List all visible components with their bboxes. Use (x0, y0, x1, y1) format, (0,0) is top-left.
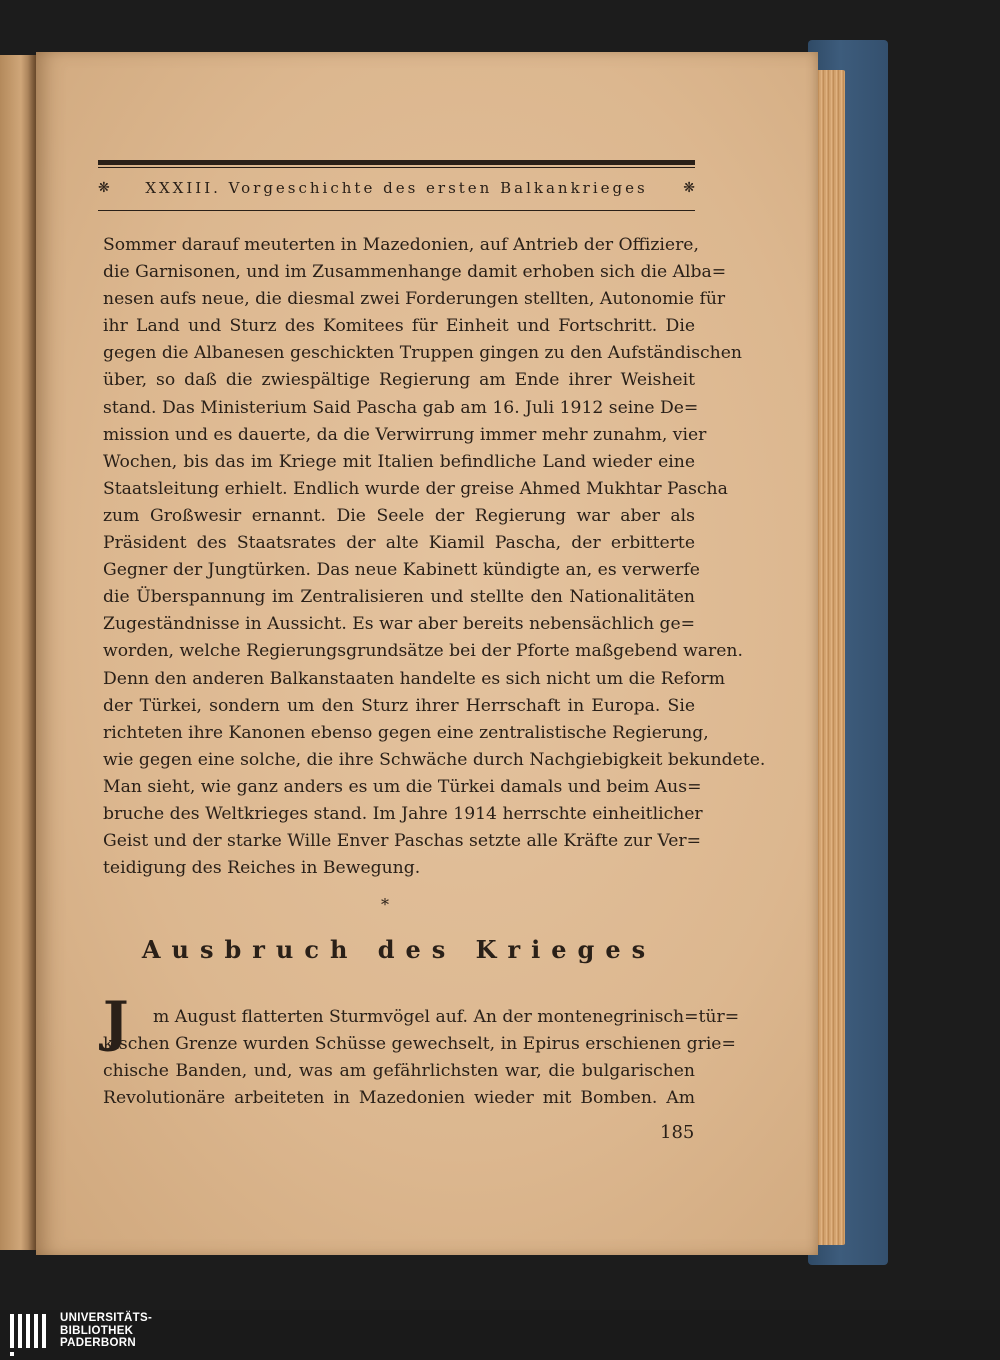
section-separator: * (381, 895, 389, 914)
text-line: der Türkei, sondern um den Sturz ihrer Herrschaft in Europa. Sie (103, 695, 695, 716)
text-line: Staatsleitung erhielt. Endlich wurde der greise Ahmed Mukhtar Pascha (103, 478, 728, 499)
text-line: ihr Land und Sturz des Komitees für Einheit und Fortschritt. Die (103, 316, 695, 337)
header-rule-thick (98, 160, 695, 165)
text-line: die Garnisonen, und im Zusammenhange damit erhoben sich die Alba= (103, 262, 727, 283)
text-line: die Überspannung im Zentralisieren und stellte den Nationalitäten (103, 587, 695, 608)
drop-cap: J (103, 989, 129, 1053)
text-line: gegen die Albanesen geschickten Truppen gingen zu den Aufständischen (103, 343, 742, 364)
text-line: richteten ihre Kanonen ebenso gegen eine zentralistische Regierung, (103, 722, 709, 743)
section-heading: Ausbruch des Krieges (141, 935, 657, 964)
text-line: zum Großwesir ernannt. Die Seele der Regierung war aber als (103, 505, 695, 526)
text-line: kischen Grenze wurden Schüsse gewechselt, in Epirus erschienen grie= (103, 1034, 736, 1055)
running-header (98, 175, 695, 201)
text-line: chische Banden, und, was am gefährlichsten war, die bulgarischen (103, 1061, 695, 1082)
library-logo-icon (8, 1312, 53, 1358)
header-ornament-right: ❋ (683, 180, 695, 196)
text-line: stand. Das Ministerium Said Pascha gab am 16. Juli 1912 seine De= (103, 397, 699, 418)
text-line: Revolutionäre arbeiteten in Mazedonien wieder mit Bomben. Am (103, 1088, 695, 1109)
text-line: Geist und der starke Wille Enver Paschas setzte alle Kräfte zur Ver= (103, 831, 702, 852)
text-line: m August flatterten Sturmvögel auf. An der montenegrinisch=tür= (153, 1007, 740, 1027)
text-line: Sommer darauf meuterten in Mazedonien, auf Antrieb der Offiziere, (103, 235, 699, 255)
logo-line-1: UNIVERSITÄTS- (60, 1312, 153, 1324)
text-line: über, so daß die zwiespältige Regierung am Ende ihrer Weisheit (103, 370, 695, 391)
text-line: worden, welche Regierungsgrundsätze bei der Pforte maßgebend waren. (103, 641, 743, 662)
body-text (103, 232, 766, 882)
running-header-title: XXXIII. Vorgeschichte des ersten Balkankrieges (145, 179, 648, 197)
text-line: Man sieht, wie ganz anders es um die Türkei damals und beim Aus= (103, 776, 702, 797)
logo-line-2: BIBLIOTHEK (60, 1324, 134, 1337)
header-rule-bottom (98, 210, 695, 211)
paragraph-2 (103, 989, 740, 1112)
library-logo-text (60, 1312, 152, 1350)
page-number: 185 (660, 1122, 695, 1143)
header-rule-thin (98, 167, 695, 168)
text-line: Gegner der Jungtürken. Das neue Kabinett kündigte an, es verwerfe (103, 560, 700, 581)
header-ornament-left: ❋ (98, 180, 110, 196)
text-line: Zugeständnisse in Aussicht. Es war aber bereits nebensächlich ge= (103, 614, 696, 635)
text-line: Präsident des Staatsrates der alte Kiamil Pascha, der erbitterte (103, 533, 695, 554)
text-line: nesen aufs neue, die diesmal zwei Forderungen stellten, Autonomie für (103, 289, 726, 310)
text-line: wie gegen eine solche, die ihre Schwäche durch Nachgiebigkeit bekundete. (103, 749, 766, 770)
text-line: bruche des Weltkrieges stand. Im Jahre 1914 herrschte einheitlicher (103, 803, 703, 824)
logo-line-3: PADERBORN (60, 1337, 136, 1349)
text-line: Denn den anderen Balkanstaaten handelte es sich nicht um die Reform (103, 668, 726, 689)
text-line: mission und es dauerte, da die Verwirrung immer mehr zunahm, vier (103, 424, 707, 445)
text-line: teidigung des Reiches in Bewegung. (103, 858, 421, 879)
text-line: Wochen, bis das im Kriege mit Italien befindliche Land wieder eine (103, 451, 695, 472)
